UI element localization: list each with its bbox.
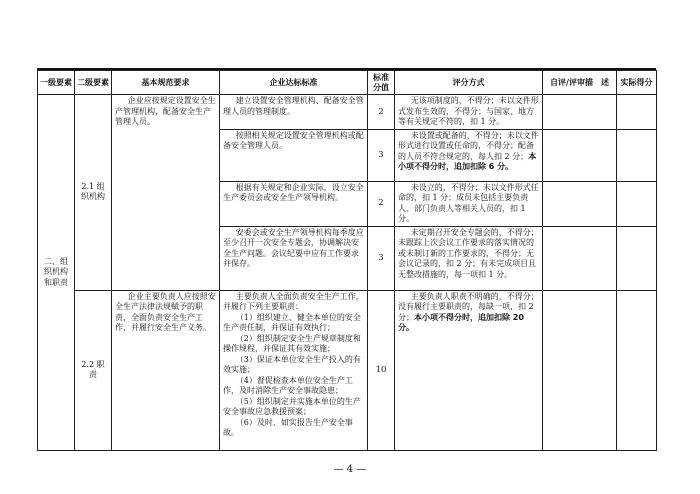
standard-line: （2）组织制定安全生产规章制度和操作规程，并保证其有效实施； — [223, 333, 361, 353]
method-bold-text: 本小项不得分时，追加扣除 20 分。 — [398, 312, 524, 332]
standard-line: （5）组织制定并实施本单位的生产安全事故应急救援预案； — [223, 396, 361, 416]
standard-cell: 建立设置安全管理机构、配备安全管理人员的管理制度。 — [220, 95, 368, 130]
header-level1: 一级要素 — [38, 71, 75, 95]
actual-score-cell — [617, 129, 657, 181]
actual-score-cell — [617, 181, 657, 226]
standard-cell: 根据有关规定和企业实际，设立安全生产委员会或安全生产领导机构。 — [220, 181, 368, 226]
standard-line: （3）保证本单位安全生产投入的有效实施； — [223, 354, 361, 374]
header-standard-score: 标准分值 — [368, 71, 395, 95]
actual-score-cell — [617, 290, 657, 450]
basic-requirement-duties: 企业主要负责人应按照安全生产法律法规赋予的职责，全面负责安全生产工作，并履行安全生产义务。 — [112, 290, 220, 450]
score-cell: 3 — [368, 226, 395, 290]
self-eval-cell — [543, 181, 617, 226]
actual-score-cell — [617, 226, 657, 290]
method-text: 未定期召开安全专题会的，不得分；未跟踪上次会议工作要求的落实情况的或未制订新的工作要求的，不得分；无会议记录的，扣 2 分；有未完成项目且无整改措施的，每一项扣 1 分。 — [398, 227, 539, 279]
actual-score-cell — [617, 95, 657, 130]
method-cell — [395, 290, 543, 450]
standard-line: （6）及时、如实报告生产安全事故。 — [223, 417, 353, 437]
header-basic-requirement: 基本规范要求 — [112, 71, 220, 95]
score-cell: 10 — [368, 290, 395, 450]
self-eval-cell — [543, 129, 617, 181]
header-actual-score: 实际得分 — [617, 71, 657, 95]
self-eval-cell — [543, 226, 617, 290]
method-cell — [395, 181, 543, 226]
header-row — [38, 71, 657, 95]
standard-line: （4）督促检查本单位安全生产工作，及时消除生产安全事故隐患； — [223, 375, 353, 395]
score-cell: 3 — [368, 129, 395, 181]
header-self-evaluation: 自评/评审描 述 — [543, 71, 617, 95]
standard-cell-duties — [220, 290, 368, 450]
method-bold-text: 本小项不得分时，追加扣除 6 分。 — [398, 151, 537, 171]
basic-requirement-organization: 企业应按规定设置安全生产管理机构，配备安全生产管理人员。 — [112, 95, 220, 291]
header-level2: 二级要素 — [75, 71, 112, 95]
header-scoring-method: 评分方式 — [395, 71, 543, 95]
method-cell — [395, 129, 543, 181]
score-cell: 2 — [368, 95, 395, 130]
evaluation-table — [37, 70, 657, 451]
level2-cell-duties: 2.2 职责 — [75, 290, 112, 450]
standard-line: （1）组织建立、健全本单位的安全生产责任制，并保证有效执行； — [223, 312, 361, 332]
self-eval-cell — [543, 95, 617, 130]
level1-cell: 二、组织机构和职责 — [38, 95, 75, 451]
table-row — [38, 290, 657, 450]
standard-line: 主要负责人全面负责安全生产工作，并履行下列主要职责： — [223, 291, 364, 311]
method-text: 未设立的，不得分；未以文件形式任命的，扣 1 分；成员未包括主要负责人、部门负责人等相关人员的，扣 1 分。 — [398, 182, 539, 223]
method-cell — [395, 226, 543, 290]
table-row — [38, 95, 657, 130]
level2-cell-organization: 2.1 组织机构 — [75, 95, 112, 291]
self-eval-cell — [543, 290, 617, 450]
standard-cell: 安委会或安全生产领导机构每季度应至少召开一次安全专题会，协调解决安全生产问题。会议纪要中应有工作要求并保存。 — [220, 226, 368, 290]
standard-cell: 按照相关规定设置安全管理机构或配备安全管理人员。 — [220, 129, 368, 181]
header-enterprise-standard: 企业达标标准 — [220, 71, 368, 95]
method-text: 未设置或配备的，不得分；未以文件形式进行设置或任命的，不得分；配备的人员不符合规定的，每人扣 2 分； — [398, 130, 539, 161]
method-text: 主要负责人职责不明确的，不得分；没有履行主要职责的，每缺一项，扣 2 分； — [398, 291, 539, 322]
page-number: — 4 — — [333, 464, 367, 475]
method-text: 无该项制度的，不得分；未以文件形式发布生效的，不得分；与国家、地方等有关规定不符的，扣 1 分。 — [398, 96, 539, 126]
method-cell — [395, 95, 543, 130]
score-cell: 2 — [368, 181, 395, 226]
